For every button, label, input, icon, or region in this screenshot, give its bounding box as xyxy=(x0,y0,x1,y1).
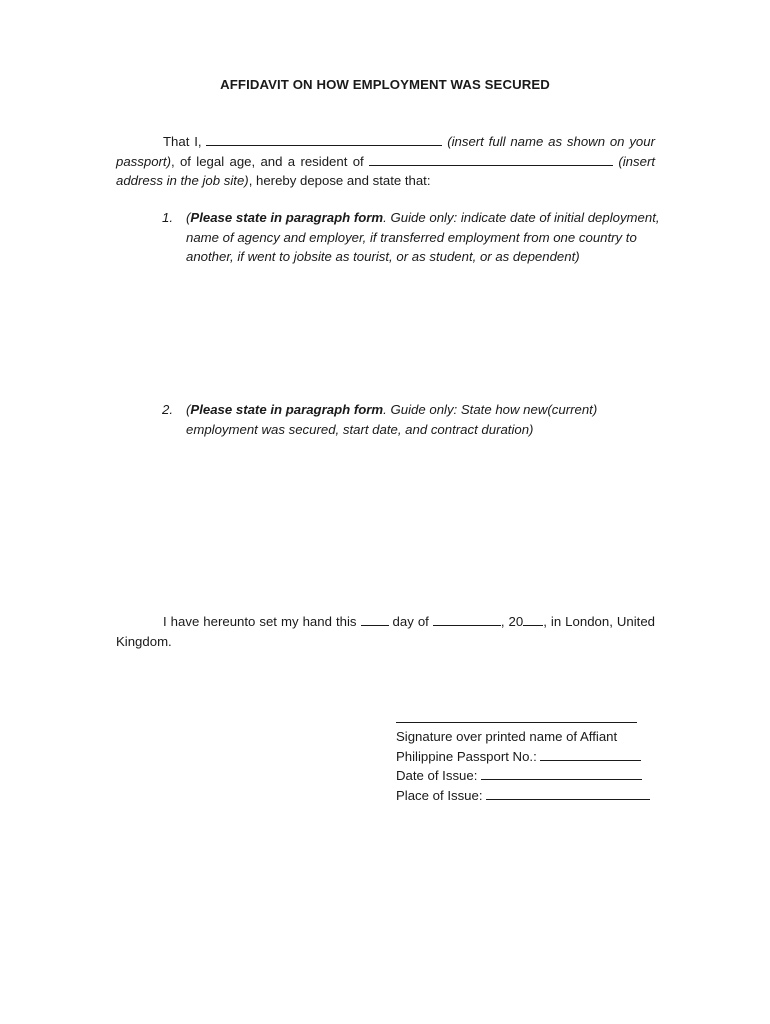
item-guide-text: . Guide only: State how new(current) employment was secured, start date, and contract duration) xyxy=(186,402,598,437)
signature-block xyxy=(396,708,666,805)
month-blank[interactable] xyxy=(433,613,501,626)
item-number: 2. xyxy=(162,402,173,417)
item-body: (Please state in paragraph form. Guide only: indicate date of initial deployment, name of agency and employer, if transferred employment from one country to another, if went to jobsite as tourist, or as student, or as dependent) xyxy=(186,210,660,264)
address-blank[interactable] xyxy=(369,153,613,166)
statement-item-1 xyxy=(162,208,662,267)
depose-text: , hereby depose and state that: xyxy=(248,173,431,188)
name-hint: (insert full name as shown on your passport) xyxy=(116,134,655,169)
closing-paragraph xyxy=(116,612,655,651)
place-of-issue-blank[interactable] xyxy=(486,787,650,800)
day-blank[interactable] xyxy=(361,613,389,626)
year-blank[interactable] xyxy=(523,613,543,626)
closing-text-2: day of xyxy=(392,614,429,629)
date-of-issue-label: Date of Issue: xyxy=(396,768,478,783)
item-guide-text: . Guide only: indicate date of initial deployment, name of agency and employer, if transferred employment from one country to another, if went to jobsite as tourist, or as student, or as dependent) xyxy=(186,210,660,264)
legal-age-text: , of legal age, and a resident of xyxy=(170,153,364,169)
item-bold-instruction: Please state in paragraph form xyxy=(190,402,384,417)
statement-item-2 xyxy=(162,400,662,439)
closing-text-1: I have hereunto set my hand this xyxy=(163,614,357,629)
document-title: AFFIDAVIT ON HOW EMPLOYMENT WAS SECURED xyxy=(220,77,550,92)
place-of-issue-row xyxy=(396,786,666,806)
full-name-blank[interactable] xyxy=(206,133,442,146)
passport-row xyxy=(396,747,666,767)
passport-number-blank[interactable] xyxy=(540,748,641,761)
intro-that-i: That I, xyxy=(163,134,202,149)
date-of-issue-row xyxy=(396,766,666,786)
item-number: 1. xyxy=(162,210,173,225)
passport-label: Philippine Passport No.: xyxy=(396,748,537,764)
date-of-issue-blank[interactable] xyxy=(481,767,642,780)
signature-caption: Signature over printed name of Affiant xyxy=(396,729,618,744)
intro-paragraph xyxy=(116,132,655,191)
item-body: (Please state in paragraph form. Guide only: State how new(current) employment was secured, start date, and contract duration) xyxy=(186,402,598,437)
closing-text-4: , in London, United Kingdom. xyxy=(116,614,655,649)
place-of-issue-label: Place of Issue: xyxy=(396,787,483,803)
closing-text-3: , 20 xyxy=(500,614,524,629)
address-hint: (insert address in the job site) xyxy=(116,153,655,188)
item-bold-instruction: Please state in paragraph form xyxy=(190,210,384,225)
signature-line[interactable] xyxy=(396,708,637,723)
